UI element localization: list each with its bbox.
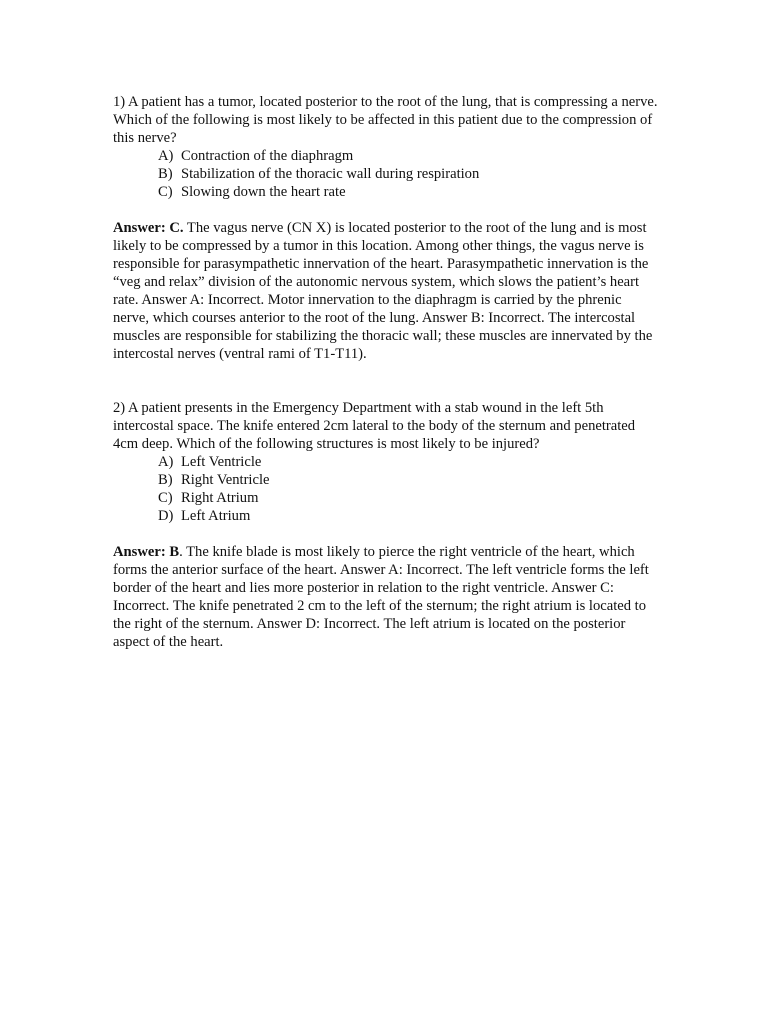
answer-label: Answer: C. <box>113 220 184 236</box>
section-spacer <box>113 363 658 399</box>
question-1-options <box>113 147 658 201</box>
option-text: Stabilization of the thoracic wall during respiration <box>181 166 480 182</box>
option-b <box>158 471 658 489</box>
answer-explanation: The vagus nerve (CN X) is located posterior to the root of the lung and is most likely to be compressed by a tumor in this location. Among other things, the vagus nerve is responsible for parasympathetic innervation of the heart. Parasympathetic innervation is the “veg and relax” division of the autonomic nervous system, which slows the patient’s heart rate. Answer A: Incorrect. Motor innervation to the diaphragm is carried by the phrenic nerve, which courses anterior to the root of the lung. Answer B: Incorrect. The intercostal muscles are responsible for stabilizing the thoracic wall; these muscles are innervated by the intercostal nerves (ventral rami of T1-T11). <box>113 220 653 362</box>
option-text: Left Ventricle <box>181 454 262 470</box>
answer-label: Answer: B <box>113 544 180 560</box>
option-letter: A) <box>158 454 174 470</box>
option-a <box>158 453 658 471</box>
question-1 <box>113 93 658 363</box>
option-text: Contraction of the diaphragm <box>181 148 354 164</box>
document-page <box>113 93 658 651</box>
question-2-options <box>113 453 658 525</box>
option-c <box>158 489 658 507</box>
option-text: Slowing down the heart rate <box>181 184 346 200</box>
option-letter: C) <box>158 490 173 506</box>
option-text: Right Atrium <box>181 490 259 506</box>
question-1-stem: 1) A patient has a tumor, located posterior to the root of the lung, that is compressing a nerve. Which of the following is most likely to be affected in this patient due to the compression of this nerve? <box>113 94 658 146</box>
question-1-answer <box>113 219 658 363</box>
option-a <box>158 147 658 165</box>
option-letter: B) <box>158 472 173 488</box>
answer-explanation: . The knife blade is most likely to pierce the right ventricle of the heart, which forms the anterior surface of the heart. Answer A: Incorrect. The left ventricle forms the left border of the heart and lies more posterior in relation to the right ventricle. Answer C: Incorrect. The knife penetrated 2 cm to the left of the sternum; the right atrium is located to the right of the sternum. Answer D: Incorrect. The left atrium is located on the posterior aspect of the heart. <box>113 544 649 650</box>
option-letter: A) <box>158 148 174 164</box>
option-letter: C) <box>158 184 173 200</box>
option-text: Right Ventricle <box>181 472 270 488</box>
option-text: Left Atrium <box>181 508 251 524</box>
option-letter: D) <box>158 508 174 524</box>
question-2-stem: 2) A patient presents in the Emergency Department with a stab wound in the left 5th intercostal space. The knife entered 2cm lateral to the body of the sternum and penetrated 4cm deep. Which of the following structures is most likely to be injured? <box>113 400 636 452</box>
option-b <box>158 165 658 183</box>
option-d <box>158 507 658 525</box>
option-letter: B) <box>158 166 173 182</box>
option-c <box>158 183 658 201</box>
question-2-answer <box>113 543 658 651</box>
question-2 <box>113 399 658 651</box>
